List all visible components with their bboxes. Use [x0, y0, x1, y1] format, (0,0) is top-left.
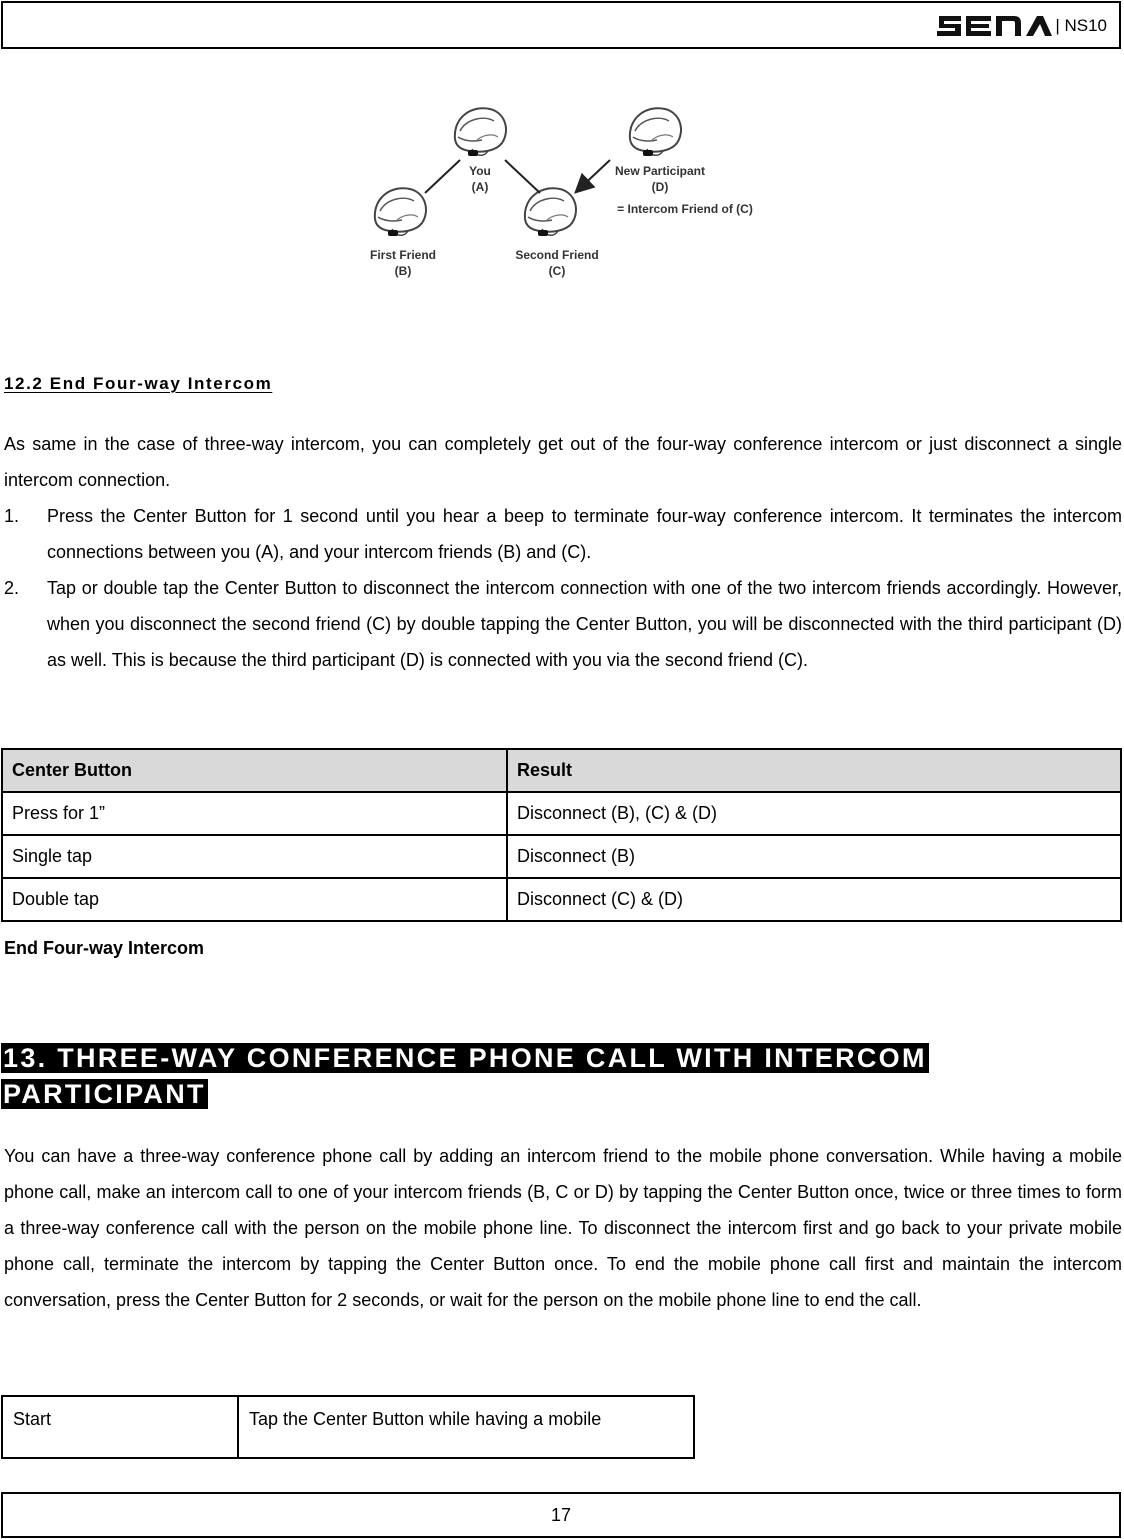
- label-intercom-friend-of-c: = Intercom Friend of (C): [617, 202, 753, 216]
- model-label: | NS10: [1055, 16, 1107, 35]
- helmet-second-friend-icon: [525, 188, 576, 236]
- table-cell: Disconnect (B): [507, 835, 1121, 878]
- page-footer: [1, 1492, 1121, 1538]
- chapter-title-line1: 13. THREE-WAY CONFERENCE PHONE CALL WITH INTERCOM: [3, 1043, 927, 1073]
- label-first-friend: First Friend: [369, 248, 437, 262]
- connector-a-c: [505, 160, 540, 193]
- label-first-friend-letter: (B): [394, 264, 412, 278]
- connector-a-b: [425, 160, 460, 193]
- step-text: Press the Center Button for 1 second until you hear a beep to terminate four-way conference intercom. It terminates the intercom connections between you (A), and your intercom friends (B) and (C).: [47, 506, 1122, 562]
- table-cell: Start: [2, 1396, 238, 1458]
- table-row: [2, 878, 1121, 921]
- sena-logo: [935, 13, 1053, 39]
- table-row: [2, 835, 1121, 878]
- list-item: [4, 498, 1122, 570]
- chapter-body: You can have a three-way conference phone call by adding an intercom friend to the mobile phone conversation. While having a mobile phone call, make an intercom call to one of your intercom friends (B, C or D) by tapping the Center Button once, twice or three times to form a three-way conference call with the person on the mobile phone line. To disconnect the intercom first and go back to your private mobile phone call, terminate the intercom by tapping the Center Button once. To end the mobile phone call first and maintain the intercom conversation, press the Center Button for 2 seconds, or wait for the person on the mobile phone line to end the call.: [4, 1146, 1122, 1310]
- step-list: [4, 498, 1122, 678]
- chapter-title-line2: PARTICIPANT: [3, 1079, 206, 1109]
- label-second-friend-letter: (C): [548, 264, 566, 278]
- section-intro: As same in the case of three-way intercom, you can completely get out of the four-way conference intercom or just disconnect a single intercom connection.: [4, 434, 1122, 490]
- table-row: [2, 792, 1121, 835]
- table-cell: Press for 1”: [2, 792, 507, 835]
- brand: [935, 13, 1107, 39]
- column-header: Result: [507, 749, 1121, 792]
- chapter-title: [1, 1040, 929, 1112]
- table-cell: Single tap: [2, 835, 507, 878]
- column-header: Center Button: [2, 749, 507, 792]
- label-new-participant-letter: (D): [651, 180, 669, 194]
- step-number: 2.: [4, 578, 20, 598]
- label-you: You: [469, 164, 491, 178]
- page-number: 17: [550, 1505, 572, 1525]
- table-row: [2, 1396, 694, 1458]
- table-caption: End Four-way Intercom: [4, 938, 205, 958]
- page-header: [1, 1, 1121, 49]
- table-cell: Disconnect (B), (C) & (D): [507, 792, 1121, 835]
- label-second-friend: Second Friend: [515, 248, 599, 262]
- table-cell: Disconnect (C) & (D): [507, 878, 1121, 921]
- step-text: Tap or double tap the Center Button to disconnect the intercom connection with one of the two intercom friends accordingly. However, when you disconnect the second friend (C) by double tapping the Center Button, you will be disconnected with the third participant (D) as well. This is because the third participant (D) is connected with you via the second friend (C).: [47, 578, 1122, 670]
- helmet-new-participant-icon: [630, 108, 681, 156]
- list-item: [4, 570, 1122, 678]
- table-header-row: [2, 749, 1121, 792]
- table-cell: Double tap: [2, 878, 507, 921]
- step-number: 1.: [4, 506, 20, 526]
- four-way-intercom-diagram: [355, 105, 775, 295]
- end-four-way-intercom-table: [1, 748, 1122, 922]
- label-you-letter: (A): [471, 180, 489, 194]
- arrow-d-to-c-icon: [577, 160, 610, 191]
- label-new-participant: New Participant: [614, 164, 706, 178]
- section-title: 12.2 End Four-way Intercom: [4, 374, 273, 393]
- table-cell: Tap the Center Button while having a mobile: [238, 1396, 694, 1458]
- helmet-you-icon: [455, 108, 506, 156]
- helmet-first-friend-icon: [375, 188, 426, 236]
- three-way-call-table: [1, 1395, 695, 1459]
